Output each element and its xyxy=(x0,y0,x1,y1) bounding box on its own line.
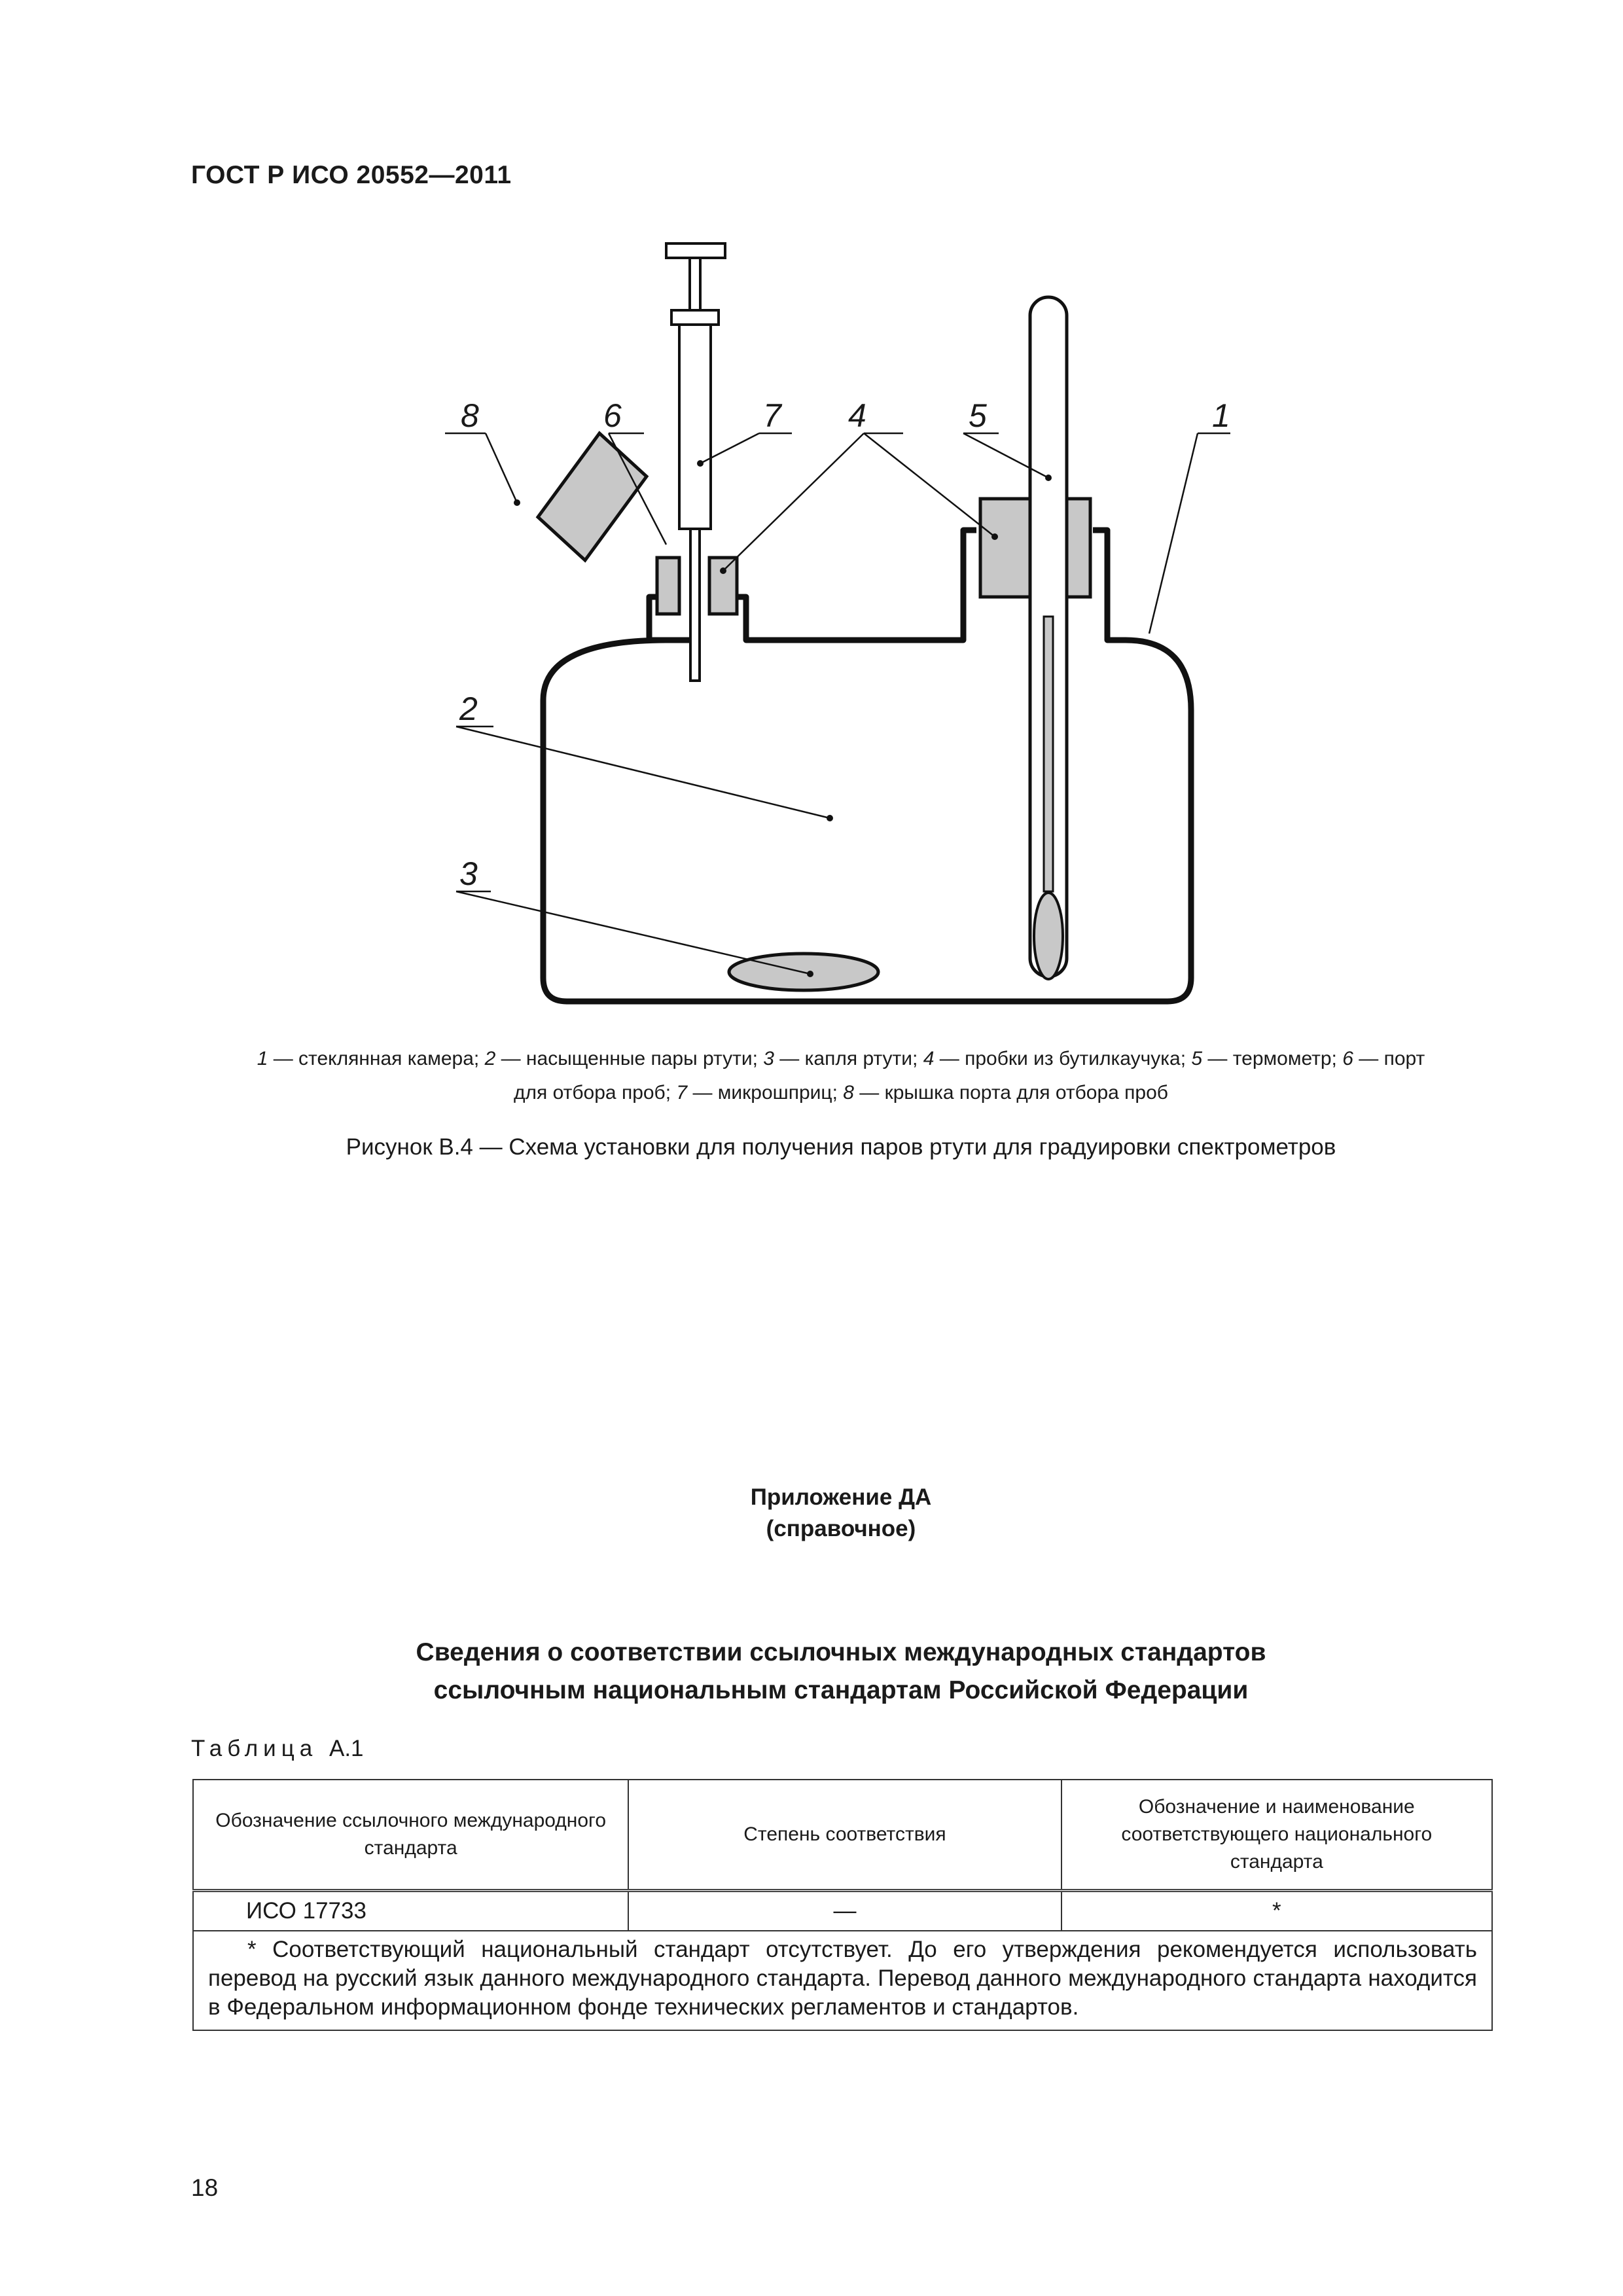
table-header-row xyxy=(193,1780,1492,1891)
legend-line-1: 1 — стеклянная камера; 2 — насыщенные пары ртути; 3 — капля ртути; 4 — пробки из бутилкаучука; 5 — термометр; 6 — порт xyxy=(257,1048,1425,1069)
leader-4a xyxy=(723,433,864,571)
figure-caption: Рисунок В.4 — Схема установки для получения паров ртути для градуировки спектрометров xyxy=(346,1134,1336,1160)
cell-degree: — xyxy=(628,1891,1061,1931)
callout-5: 5 xyxy=(969,397,987,434)
standards-correspondence-table xyxy=(192,1779,1493,2031)
leader-4b xyxy=(864,433,995,537)
legend-line-2: для отбора проб; 7 — микрошприц; 8 — крышка порта для отбора проб xyxy=(514,1082,1168,1103)
appendix-title: Приложение ДА xyxy=(750,1484,932,1510)
table-label xyxy=(191,1736,364,1762)
syringe-needle xyxy=(690,529,700,681)
header-international-standard: Обозначение ссылочного международного стандарта xyxy=(193,1780,628,1891)
section-title-line-2: ссылочным национальным стандартам Российской Федерации xyxy=(433,1676,1249,1704)
callout-7: 7 xyxy=(763,397,781,434)
table-footnote-row xyxy=(193,1931,1492,2030)
apparatus-diagram xyxy=(419,229,1387,1080)
callout-4: 4 xyxy=(848,397,866,434)
table-label-word: Таблица xyxy=(191,1736,318,1761)
header-degree-of-correspondence: Степень соответствия xyxy=(628,1780,1061,1891)
stopper-left xyxy=(657,558,679,614)
leader-1 xyxy=(1149,433,1198,634)
cell-national-standard: * xyxy=(1061,1891,1492,1931)
stopper-right xyxy=(709,558,737,614)
syringe-flange xyxy=(671,310,719,325)
callout-2: 2 xyxy=(459,691,478,727)
leader-2 xyxy=(456,726,830,818)
thermometer-bulb xyxy=(1034,893,1063,979)
header-national-standard: Обозначение и наименование соответствующего национального стандарта xyxy=(1061,1780,1492,1891)
appendix-heading xyxy=(190,1482,1492,1545)
page-number: 18 xyxy=(191,2174,219,2201)
cell-international-standard: ИСО 17733 xyxy=(193,1891,628,1931)
section-title xyxy=(190,1634,1492,1710)
figure-legend xyxy=(190,1042,1492,1110)
callout-1: 1 xyxy=(1212,397,1230,434)
section-title-line-1: Сведения о соответствии ссылочных международных стандартов xyxy=(416,1638,1266,1666)
syringe-plunger-cap xyxy=(666,243,725,258)
table-row xyxy=(193,1891,1492,1931)
thermometer-capillary xyxy=(1044,617,1053,891)
document-code-header: ГОСТ Р ИСО 20552—2011 xyxy=(191,161,512,189)
table-label-number: А.1 xyxy=(329,1736,364,1761)
callout-6: 6 xyxy=(603,397,622,434)
syringe-plunger-rod xyxy=(690,258,700,310)
leader-3 xyxy=(456,891,810,974)
leader-8 xyxy=(486,433,517,503)
callout-8: 8 xyxy=(461,397,479,434)
glass-chamber xyxy=(543,530,1191,1001)
callout-3: 3 xyxy=(459,855,478,892)
table-footnote: * Соответствующий национальный стандарт отсутствует. До его утверждения рекомендуется использовать перевод на русский язык данного международного стандарта. Перевод данного международного стандарта находится в Федеральном информационном фонде технических регламентов и стандартов. xyxy=(193,1931,1492,2030)
appendix-subtitle: (справочное) xyxy=(766,1516,916,1541)
syringe-barrel xyxy=(679,325,711,529)
port-cap xyxy=(538,433,647,560)
